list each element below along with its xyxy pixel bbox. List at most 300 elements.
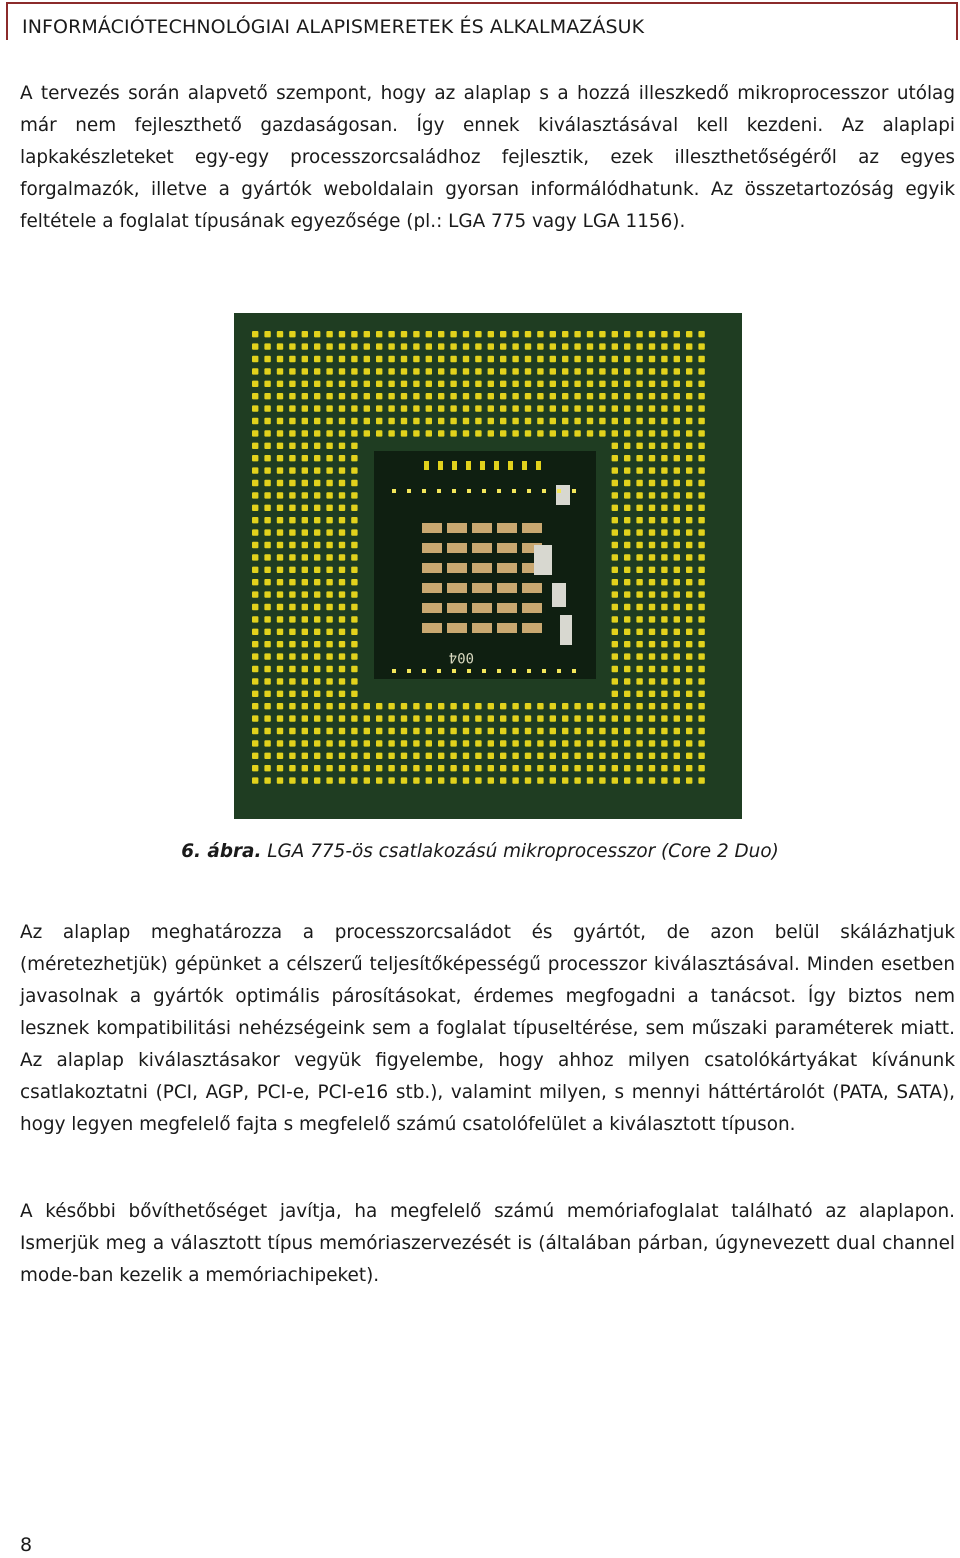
cpu-pad	[512, 331, 518, 337]
cpu-pad	[339, 455, 345, 461]
cpu-pad	[351, 393, 357, 399]
cpu-pad	[277, 740, 283, 746]
cpu-pad	[463, 703, 469, 709]
cpu-pad	[426, 393, 432, 399]
cpu-pad	[599, 430, 605, 436]
cpu-pad	[475, 343, 481, 349]
cpu-pad	[686, 393, 692, 399]
cpu-pad	[277, 381, 283, 387]
cpu-pad	[562, 405, 568, 411]
cpu-pad	[661, 467, 667, 473]
cpu-contact-dot	[392, 669, 396, 673]
cpu-pad	[661, 331, 667, 337]
cpu-pad	[277, 529, 283, 535]
cpu-pad	[649, 678, 655, 684]
cpu-pad	[314, 381, 320, 387]
cpu-pad	[289, 691, 295, 697]
cpu-pad	[686, 641, 692, 647]
cpu-pad	[525, 430, 531, 436]
cpu-pad	[302, 455, 308, 461]
cpu-pad	[302, 430, 308, 436]
capacitor	[534, 545, 552, 575]
cpu-pad	[463, 753, 469, 759]
cpu-pad	[314, 331, 320, 337]
cpu-pad	[450, 703, 456, 709]
cpu-pad	[500, 740, 506, 746]
cpu-pad	[326, 443, 332, 449]
cpu-pad	[562, 765, 568, 771]
cpu-pad	[326, 678, 332, 684]
cpu-pad	[612, 567, 618, 573]
cpu-pad	[302, 343, 308, 349]
cpu-pad	[289, 368, 295, 374]
cpu-pad	[612, 418, 618, 424]
cpu-pad	[326, 765, 332, 771]
cpu-pad	[562, 418, 568, 424]
cpu-pad	[264, 430, 270, 436]
cpu-pad	[289, 356, 295, 362]
cpu-pad	[698, 331, 704, 337]
cpu-pad	[537, 343, 543, 349]
cpu-pad	[525, 753, 531, 759]
cpu-pad	[686, 715, 692, 721]
cpu-pad	[574, 753, 580, 759]
cpu-pad	[252, 505, 258, 511]
cpu-pad	[438, 405, 444, 411]
cpu-pad	[388, 356, 394, 362]
capacitor	[522, 583, 542, 593]
capacitor	[447, 583, 467, 593]
cpu-pad	[636, 653, 642, 659]
cpu-pad	[314, 753, 320, 759]
cpu-pad	[636, 691, 642, 697]
cpu-pad	[376, 765, 382, 771]
cpu-pad	[698, 715, 704, 721]
cpu-pad	[289, 529, 295, 535]
cpu-pad	[438, 715, 444, 721]
cpu-pad	[574, 728, 580, 734]
cpu-pad	[562, 381, 568, 387]
cpu-pad	[686, 740, 692, 746]
cpu-pad	[401, 715, 407, 721]
cpu-pad	[649, 393, 655, 399]
cpu-pad	[649, 579, 655, 585]
cpu-pad	[426, 331, 432, 337]
cpu-pad	[624, 331, 630, 337]
cpu-pad	[624, 591, 630, 597]
cpu-pad	[264, 443, 270, 449]
cpu-pad	[339, 604, 345, 610]
cpu-pad	[587, 368, 593, 374]
cpu-pad	[537, 740, 543, 746]
cpu-pad	[277, 356, 283, 362]
cpu-pad	[574, 356, 580, 362]
cpu-pad	[376, 356, 382, 362]
cpu-pad	[661, 430, 667, 436]
cpu-pad	[252, 331, 258, 337]
cpu-pad	[636, 430, 642, 436]
cpu-pad	[302, 777, 308, 783]
cpu-pad	[674, 418, 680, 424]
cpu-pad	[277, 467, 283, 473]
cpu-pad	[252, 356, 258, 362]
cpu-pad	[550, 740, 556, 746]
cpu-pad	[252, 554, 258, 560]
cpu-pad	[686, 653, 692, 659]
cpu-pad	[289, 616, 295, 622]
cpu-pad	[698, 554, 704, 560]
cpu-pad	[636, 703, 642, 709]
cpu-pad	[475, 430, 481, 436]
cpu-pad	[686, 405, 692, 411]
cpu-pad	[314, 629, 320, 635]
capacitor	[447, 623, 467, 633]
cpu-pad	[674, 579, 680, 585]
cpu-pad	[289, 765, 295, 771]
cpu-pad	[488, 777, 494, 783]
cpu-pad	[314, 529, 320, 535]
cpu-pad	[277, 343, 283, 349]
cpu-pad	[649, 753, 655, 759]
cpu-pad	[599, 740, 605, 746]
cpu-pad	[252, 393, 258, 399]
cpu-pad	[636, 777, 642, 783]
cpu-pad	[674, 430, 680, 436]
cpu-pad	[351, 765, 357, 771]
cpu-pad	[512, 753, 518, 759]
cpu-pad	[512, 765, 518, 771]
cpu-pad	[376, 728, 382, 734]
cpu-pad	[388, 368, 394, 374]
cpu-pad	[289, 505, 295, 511]
cpu-pad	[450, 405, 456, 411]
cpu-pad	[500, 753, 506, 759]
cpu-pad	[674, 591, 680, 597]
cpu-pad	[339, 405, 345, 411]
cpu-pad	[661, 691, 667, 697]
capacitor	[552, 583, 566, 607]
cpu-pad	[401, 381, 407, 387]
cpu-pad	[599, 405, 605, 411]
cpu-pad	[339, 691, 345, 697]
cpu-pad	[264, 579, 270, 585]
cpu-pad	[636, 753, 642, 759]
cpu-pad	[599, 753, 605, 759]
cpu-pad	[364, 405, 370, 411]
cpu-pad	[339, 393, 345, 399]
cpu-pad	[550, 777, 556, 783]
cpu-pad	[537, 765, 543, 771]
cpu-pad	[649, 542, 655, 548]
cpu-pad	[488, 765, 494, 771]
cpu-pad	[364, 765, 370, 771]
cpu-pad	[302, 691, 308, 697]
cpu-pad	[612, 740, 618, 746]
capacitor	[472, 583, 492, 593]
cpu-pad	[339, 591, 345, 597]
cpu-pad	[314, 343, 320, 349]
cpu-pad	[661, 777, 667, 783]
cpu-pad	[674, 542, 680, 548]
cpu-pad	[289, 393, 295, 399]
cpu-pad	[488, 405, 494, 411]
cpu-pad	[264, 666, 270, 672]
cpu-pad	[438, 381, 444, 387]
cpu-pad	[636, 678, 642, 684]
cpu-pad	[612, 430, 618, 436]
cpu-pad	[438, 356, 444, 362]
cpu-pad	[475, 405, 481, 411]
capacitor	[472, 523, 492, 533]
cpu-pad	[612, 666, 618, 672]
cpu-pad	[686, 368, 692, 374]
cpu-pad	[612, 529, 618, 535]
cpu-pad	[661, 393, 667, 399]
page-header	[6, 2, 958, 40]
cpu-pad	[326, 554, 332, 560]
cpu-pad	[277, 691, 283, 697]
cpu-pad	[475, 356, 481, 362]
cpu-pad	[413, 343, 419, 349]
cpu-pad	[314, 455, 320, 461]
cpu-pad	[550, 343, 556, 349]
cpu-pad	[426, 777, 432, 783]
cpu-pad	[326, 505, 332, 511]
cpu-pad	[686, 356, 692, 362]
cpu-pad	[376, 740, 382, 746]
cpu-pad	[264, 616, 270, 622]
cpu-pad	[624, 653, 630, 659]
cpu-pad	[661, 604, 667, 610]
cpu-pad	[550, 418, 556, 424]
cpu-pad	[289, 567, 295, 573]
cpu-pad	[686, 629, 692, 635]
cpu-pad	[277, 542, 283, 548]
cpu-pad	[264, 542, 270, 548]
cpu-pad	[264, 455, 270, 461]
cpu-contact-dot	[392, 489, 396, 493]
cpu-pad	[624, 777, 630, 783]
cpu-pad	[624, 616, 630, 622]
capacitor	[497, 583, 517, 593]
cpu-pad	[450, 430, 456, 436]
cpu-pad	[339, 331, 345, 337]
figure-caption	[0, 838, 960, 866]
cpu-pad	[488, 753, 494, 759]
cpu-pad	[339, 356, 345, 362]
cpu-pad	[686, 343, 692, 349]
cpu-pad	[649, 641, 655, 647]
capacitor	[522, 603, 542, 613]
cpu-pad	[326, 542, 332, 548]
cpu-pad	[463, 418, 469, 424]
cpu-pad	[413, 728, 419, 734]
cpu-pad	[326, 455, 332, 461]
cpu-pad	[587, 381, 593, 387]
cpu-pad	[351, 381, 357, 387]
cpu-pad	[574, 368, 580, 374]
capacitor	[472, 563, 492, 573]
cpu-pad	[574, 430, 580, 436]
cpu-pad	[252, 492, 258, 498]
cpu-pad	[562, 356, 568, 362]
cpu-pad	[612, 753, 618, 759]
cpu-pad	[351, 455, 357, 461]
cpu-pad	[302, 666, 308, 672]
cpu-pad	[264, 678, 270, 684]
cpu-pad	[674, 703, 680, 709]
cpu-pad	[289, 467, 295, 473]
cpu-pad	[302, 505, 308, 511]
cpu-pad	[314, 542, 320, 548]
capacitor	[447, 543, 467, 553]
cpu-pad	[612, 591, 618, 597]
cpu-pad	[450, 331, 456, 337]
cpu-pad	[574, 703, 580, 709]
cpu-pad	[339, 740, 345, 746]
cpu-pad	[364, 703, 370, 709]
cpu-pad	[661, 616, 667, 622]
cpu-pad	[674, 480, 680, 486]
cpu-pad	[264, 703, 270, 709]
cpu-pad	[587, 728, 593, 734]
cpu-pad	[302, 331, 308, 337]
cpu-pad	[252, 777, 258, 783]
cpu-pad	[475, 715, 481, 721]
cpu-pad	[351, 529, 357, 535]
cpu-pad	[661, 542, 667, 548]
cpu-pad	[264, 331, 270, 337]
cpu-pad	[252, 430, 258, 436]
cpu-pad	[661, 517, 667, 523]
cpu-pad	[289, 554, 295, 560]
cpu-pad	[289, 653, 295, 659]
cpu-pad	[326, 666, 332, 672]
cpu-pad	[426, 715, 432, 721]
cpu-pad	[326, 740, 332, 746]
cpu-pad	[252, 591, 258, 597]
cpu-pad	[302, 492, 308, 498]
cpu-pad	[289, 777, 295, 783]
cpu-pad	[562, 777, 568, 783]
cpu-pad	[661, 381, 667, 387]
cpu-pad	[326, 356, 332, 362]
cpu-pad	[277, 777, 283, 783]
cpu-pad	[636, 368, 642, 374]
cpu-pad	[302, 678, 308, 684]
cpu-pad	[314, 418, 320, 424]
cpu-pad	[587, 405, 593, 411]
cpu-pad	[525, 331, 531, 337]
cpu-pad	[376, 368, 382, 374]
cpu-pad	[661, 591, 667, 597]
cpu-pad	[612, 604, 618, 610]
cpu-pad	[302, 641, 308, 647]
cpu-pad	[364, 343, 370, 349]
cpu-pad	[562, 715, 568, 721]
cpu-pad	[624, 430, 630, 436]
cpu-pad	[314, 616, 320, 622]
cpu-contact-dot	[467, 489, 471, 493]
cpu-pad	[364, 331, 370, 337]
chip-marking: 004	[448, 649, 474, 665]
cpu-pad	[674, 740, 680, 746]
cpu-pad	[277, 455, 283, 461]
cpu-pad	[302, 443, 308, 449]
cpu-pad	[264, 343, 270, 349]
cpu-pad	[624, 343, 630, 349]
cpu-pad	[674, 505, 680, 511]
cpu-pad	[674, 381, 680, 387]
cpu-pad	[339, 554, 345, 560]
cpu-pad	[624, 517, 630, 523]
cpu-pad	[289, 753, 295, 759]
cpu-pad	[401, 331, 407, 337]
cpu-pad	[401, 740, 407, 746]
cpu-pad	[587, 418, 593, 424]
cpu-pad	[686, 331, 692, 337]
cpu-pad	[562, 393, 568, 399]
cpu-pad	[636, 455, 642, 461]
cpu-pad	[537, 728, 543, 734]
cpu-pad	[686, 430, 692, 436]
cpu-pad	[264, 777, 270, 783]
cpu-pad	[599, 343, 605, 349]
cpu-pad	[512, 728, 518, 734]
cpu-pad	[612, 703, 618, 709]
cpu-pad	[488, 430, 494, 436]
cpu-pad	[562, 728, 568, 734]
cpu-test-pad	[494, 461, 499, 470]
cpu-pad	[537, 715, 543, 721]
cpu-pad	[475, 753, 481, 759]
cpu-pad	[686, 554, 692, 560]
cpu-pad	[500, 430, 506, 436]
cpu-pad	[612, 616, 618, 622]
cpu-pad	[698, 666, 704, 672]
cpu-pad	[326, 728, 332, 734]
cpu-pad	[661, 492, 667, 498]
cpu-pad	[500, 405, 506, 411]
cpu-pad	[612, 691, 618, 697]
cpu-pad	[351, 703, 357, 709]
cpu-pad	[339, 653, 345, 659]
cpu-pad	[289, 703, 295, 709]
cpu-pad	[512, 430, 518, 436]
cpu-pad	[413, 368, 419, 374]
cpu-pad	[314, 765, 320, 771]
cpu-pad	[450, 393, 456, 399]
cpu-pad	[525, 343, 531, 349]
cpu-pad	[562, 740, 568, 746]
cpu-pad	[661, 641, 667, 647]
cpu-pad	[698, 629, 704, 635]
cpu-pad	[649, 492, 655, 498]
capacitor	[422, 623, 442, 633]
cpu-pad	[376, 393, 382, 399]
cpu-pad	[339, 616, 345, 622]
cpu-pad	[674, 343, 680, 349]
cpu-pad	[277, 368, 283, 374]
cpu-pad	[686, 467, 692, 473]
cpu-pad	[326, 616, 332, 622]
cpu-pad	[351, 591, 357, 597]
cpu-contact-dot	[542, 489, 546, 493]
cpu-pad	[289, 728, 295, 734]
cpu-pad	[302, 393, 308, 399]
paragraph-intro: A tervezés során alapvető szempont, hogy az alaplap s a hozzá illeszkedő mikroprocesszor utólag már nem fejleszthető gazdaságosan. Így ennek kiválasztásával kell kezdeni. Az alaplapi lapkakészleteket egy-egy processzorcsaládhoz fejlesztik, ezek illeszthetőségéről az egyes forgalmazók, illetve a gyártók weboldalain gyorsan informálódhatunk. Az összetartozóság egyik feltétele a foglalat típusának egyezősége (pl.: LGA 775 vagy LGA 1156).	[20, 83, 955, 232]
cpu-pad	[587, 740, 593, 746]
